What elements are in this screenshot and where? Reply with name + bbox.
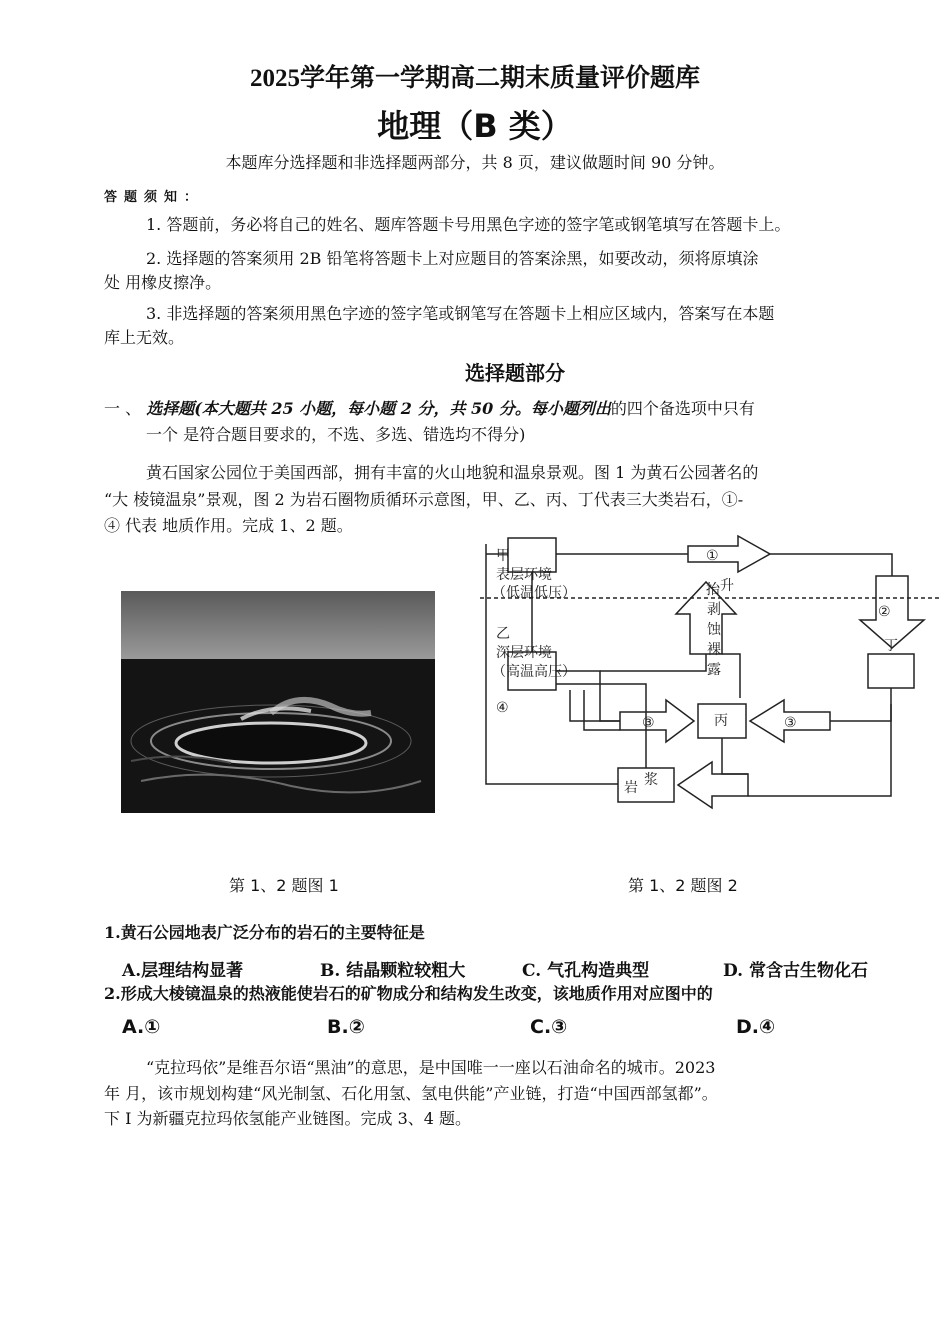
notice-item-2: 2. 选择题的答案须用 2B 铅笔将答题卡上对应题目的答案涂黑，如要改动，须将原填涂 — [146, 249, 759, 268]
notice-title: 答题须知： — [104, 190, 205, 205]
label-surface-cond: （低温低压） — [492, 585, 576, 601]
label-uplift-6: 露 — [707, 662, 721, 678]
instruction-rest: 的四个备选项中只有 — [610, 399, 755, 418]
section-title: 选择题部分 — [465, 361, 565, 385]
passage2-line2: 年 月，该市规划构建“风光制氢、石化用氢、氢电供能”产业链，打造“中国西部氢都”。 — [104, 1084, 718, 1103]
label-process-4: ④ — [496, 700, 509, 716]
connector-uplift-right — [722, 654, 740, 698]
section-instruction-line2: 一个 是符合题目要求的，不选、多选、错选均不得分) — [146, 425, 526, 444]
label-magma-2: 浆 — [644, 772, 658, 788]
label-uplift-1: 抬 — [706, 582, 720, 598]
instruction-bold: 选择题(本大题共 25 小题，每小题 2 分，共 50 分。每小题列出 — [146, 399, 611, 418]
passage2-line1: “克拉玛依”是维吾尔语“黑油”的意思，是中国唯一一座以石油命名的城市。2023 — [146, 1058, 716, 1077]
question-2-option-c: C.③ — [530, 1016, 568, 1038]
notice-item-3: 3. 非选择题的答案须用黑色字迹的签字笔或钢笔写在答题卡上相应区域内，答案写在本题 — [146, 304, 775, 323]
process-arrow-3-left — [620, 700, 694, 742]
question-2-option-d: D.④ — [736, 1016, 776, 1038]
question-1-stem: 1.黄石公园地表广泛分布的岩石的主要特征是 — [104, 923, 425, 942]
question-2-option-a: A.① — [122, 1016, 161, 1038]
label-uplift-2: 升 — [720, 578, 734, 594]
question-2-stem: 2.形成大棱镜温泉的热液能使岩石的矿物成分和结构发生改变，该地质作用对应图中的 — [104, 984, 713, 1003]
connector-yi-lower2 — [584, 690, 620, 730]
section-instruction — [104, 396, 755, 422]
label-uplift-5: 裸 — [707, 642, 721, 658]
passage2-line3: 下 I 为新疆克拉玛依氢能产业链图。完成 3、4 题。 — [104, 1109, 472, 1128]
notice-item-3-cont: 库上无效。 — [104, 328, 185, 347]
label-uplift-3: 剥 — [707, 602, 721, 618]
connector-yi-lower — [570, 690, 620, 721]
question-1-option-b: B. 结晶颗粒较粗大 — [320, 961, 466, 981]
figure2-caption: 第 1、2 题图 2 — [628, 876, 738, 895]
hot-spring-photo — [121, 591, 435, 813]
question-2-option-b: B.② — [327, 1016, 365, 1038]
connector-1-ding — [770, 554, 892, 576]
notice-item-1: 1. 答题前，务必将自己的姓名、题库答题卡号用黑色字迹的签字笔或钢笔填写在答题卡上。 — [146, 215, 791, 234]
label-process-3-right: ③ — [784, 715, 797, 731]
question-1-option-d: D. 常含古生物化石 — [723, 961, 868, 981]
label-yi: 乙 — [496, 626, 510, 642]
label-jia: 甲 — [496, 548, 510, 564]
connector-ding-magma — [748, 704, 891, 796]
connector-bing-magma — [722, 738, 748, 774]
label-surface-env: 表层环境 — [496, 567, 552, 583]
exam-intro: 本题库分选择题和非选择题两部分，共 8 页，建议做题时间 90 分钟。 — [225, 153, 725, 172]
figure1-caption: 第 1、2 题图 1 — [229, 876, 339, 895]
subject-title: 地理（B 类） — [377, 107, 573, 145]
exam-title: 2025学年第一学期高二期末质量评价题库 — [249, 65, 700, 92]
passage1-line3: ④ 代表 地质作用。完成 1、2 题。 — [104, 516, 353, 535]
label-uplift-4: 蚀 — [707, 622, 721, 638]
notice-item-2-cont: 处 用橡皮擦净。 — [104, 273, 222, 292]
question-1-option-a: A.层理结构显著 — [122, 961, 244, 981]
rock-cycle-diagram — [480, 534, 940, 814]
passage1-line1: 黄石国家公园位于美国西部，拥有丰富的火山地貌和温泉景观。图 1 为黄石公园著名的 — [146, 463, 759, 482]
instruction-prefix: 一 、 — [104, 399, 142, 418]
label-bing: 丙 — [714, 713, 728, 729]
label-deep-cond: （高温高压） — [492, 664, 576, 680]
connector-uplift-base — [600, 654, 706, 671]
melting-arrow — [678, 762, 748, 808]
rock-box-ding — [868, 654, 914, 688]
question-1-option-c: C. 气孔构造典型 — [522, 961, 650, 981]
label-magma-1: 岩 — [624, 780, 638, 796]
process-arrow-1 — [688, 536, 770, 572]
passage1-line2: “大 棱镜温泉”景观，图 2 为岩石圈物质循环示意图，甲、乙、丙、丁代表三大类岩石，①- — [104, 490, 744, 509]
connector-ding-3 — [830, 688, 891, 721]
label-process-3-left: ③ — [642, 715, 655, 731]
label-process-2: ② — [878, 604, 891, 620]
label-deep-env: 深层环境 — [496, 645, 552, 661]
label-process-1: ① — [706, 548, 719, 564]
label-ding: 丁 — [884, 638, 898, 654]
